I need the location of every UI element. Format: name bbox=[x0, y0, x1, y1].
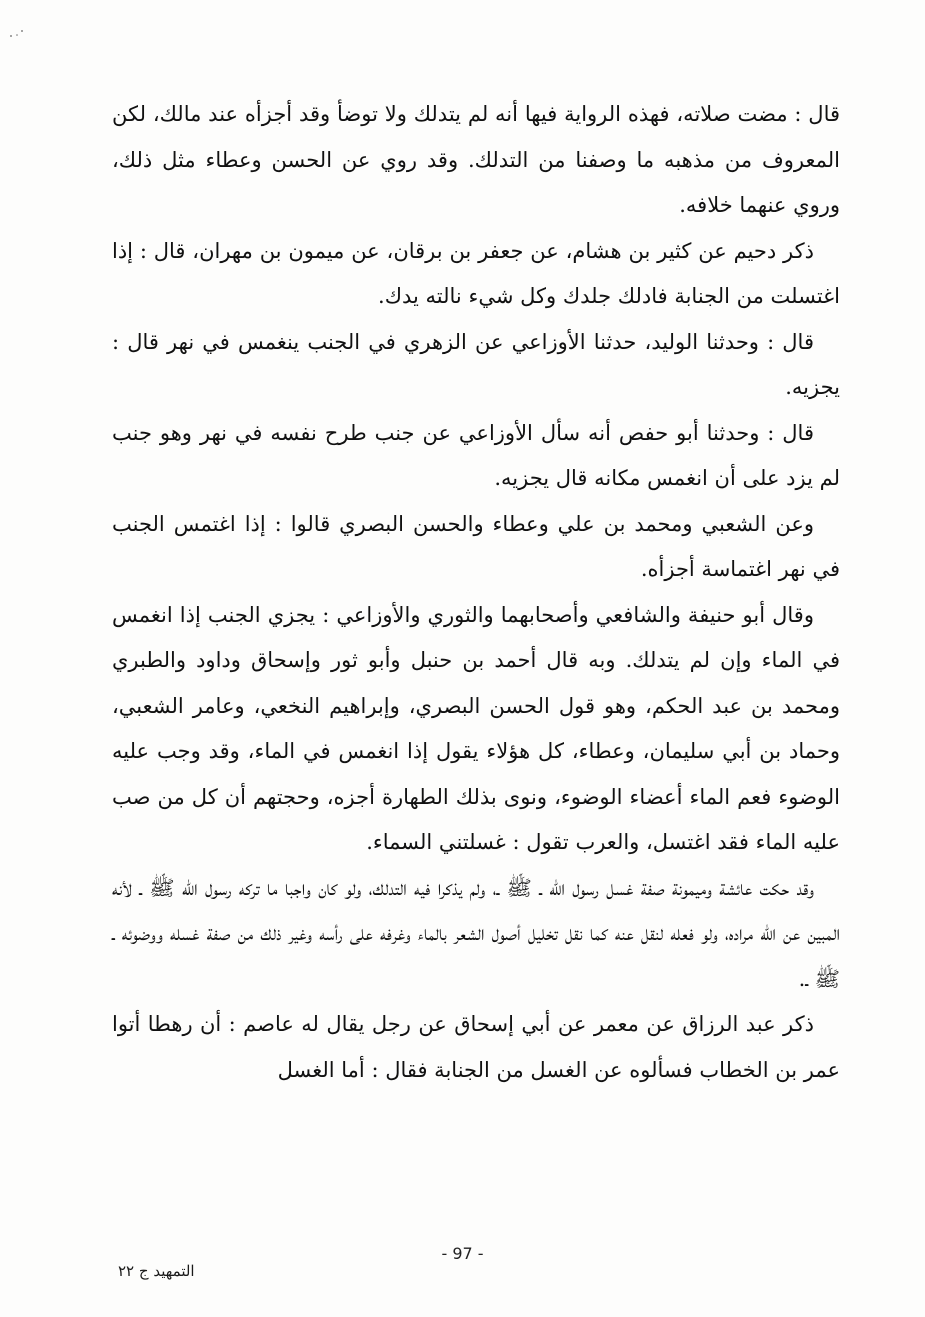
paragraph-5: وعن الشعبي ومحمد بن علي وعطاء والحسن البصري قالوا : إذا اغتمس الجنب في نهر اغتماسة أجزأه. bbox=[112, 511, 840, 581]
scan-specks bbox=[8, 14, 28, 44]
body-text bbox=[112, 92, 840, 1093]
paragraph-2: ذكر دحيم عن كثير بن هشام، عن جعفر بن برقان، عن ميمون بن مهران، قال : إذا اغتسلت من الجنابة فادلك جلدك وكل شيء نالته يدك. bbox=[112, 238, 840, 308]
paragraph-6: وقال أبو حنيفة والشافعي وأصحابهما والثوري والأوزاعي : يجزي الجنب إذا انغمس في الماء وإن لم يتدلك. وبه قال أحمد بن حنبل وأبو ثور وإسحاق وداود والطبري ومحمد بن عبد الحكم، وهو قول الحسن البصري، وإبراهيم النخعي، وعامر الشعبي، وحماد بن أبي سليمان، وعطاء، كل هؤلاء يقول إذا انغمس في الماء، وقد وجب عليه الوضوء فعم الماء أعضاء الوضوء، ونوى بذلك الطهارة أجزه، وحجتهم أن كل من صب عليه الماء فقد اغتسل، والعرب تقول : غسلتني السماء. bbox=[112, 602, 840, 854]
paragraph-1: قال : مضت صلاته، فهذه الرواية فيها أنه لم يتدلك ولا توضأ وقد أجزأه عند مالك، لكن المعروف من مذهبه ما وصفنا من التدلك. وقد روي عن الحسن وعطاء مثل ذلك، وروي عنهما خلافه. bbox=[112, 102, 840, 217]
page-number: - 97 - bbox=[441, 1244, 484, 1263]
paragraph-3: قال : وحدثنا الوليد، حدثنا الأوزاعي عن الزهري في الجنب ينغمس في نهر قال : يجزيه. bbox=[112, 329, 840, 399]
paragraph-4: قال : وحدثنا أبو حفص أنه سأل الأوزاعي عن جنب طرح نفسه في نهر وهو جنب لم يزد على أن انغمس مكانه قال يجزيه. bbox=[112, 420, 840, 490]
paragraph-8: ذكر عبد الرزاق عن معمر عن أبي إسحاق عن رجل يقال له عاصم : أن رهطا أتوا عمر بن الخطاب فسألوه عن الغسل من الجنابة فقال : أما الغسل bbox=[112, 1012, 840, 1082]
paragraph-7: وقد حكت عائشة وميمونة صفة غسل رسول الله ـ ﷺ ـ، ولم يذكرا فيه التدلك، ولو كان واجبا ما تركه رسول الله ﷺ ـ لأنه المبين عن الله مراده، ولو فعله لنقل عنه كما نقل تخليل أصول الشعر بالماء وغرفه على رأسه وغير ذلك من صفة غسله ووضوئه ـ ﷺ ـ. bbox=[112, 875, 840, 991]
footer-signature: التمهيد ج ٢٢ bbox=[118, 1262, 195, 1280]
